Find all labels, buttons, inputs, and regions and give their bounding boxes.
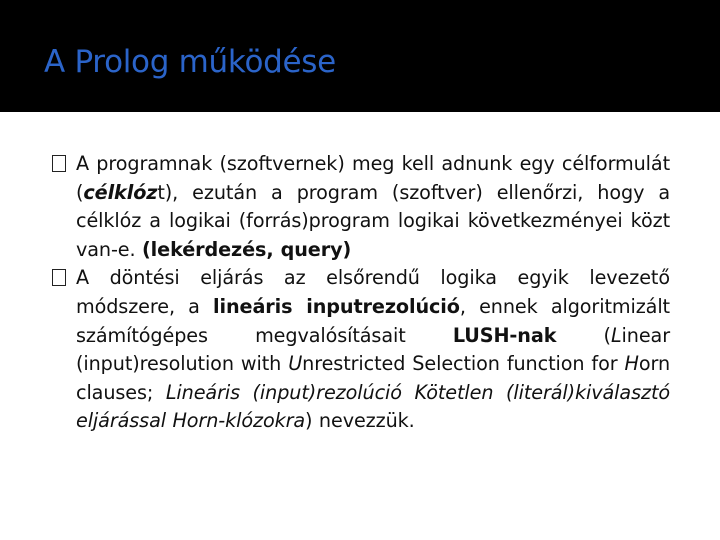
bullet-square-icon xyxy=(52,269,66,286)
bullet-2-text-g: ) nevezzük. xyxy=(305,409,415,433)
title-bar xyxy=(0,0,720,112)
bullet-2-text-b: , ennek algoritmizált számítógépes megvalósításait xyxy=(76,294,670,347)
bullet-item-2 xyxy=(52,264,670,436)
bullet-2-text-c: ( xyxy=(556,323,611,347)
bullet-2-text-e: nrestricted Selection function for xyxy=(302,352,625,376)
bullet-square-icon xyxy=(52,155,66,172)
slide-title: A Prolog működése xyxy=(44,44,336,80)
bullet-2-text-d: inear (input)resolution with xyxy=(76,323,670,376)
bullet-2-text-f: orn clauses; xyxy=(76,352,671,404)
bullet-2-term-linearis: lineáris inputrezolúció xyxy=(213,294,460,318)
bullet-2-text-a: A döntési eljárás az elsőrendű logika egyik levezető módszere, a xyxy=(76,266,670,318)
bullet-1-text-a: A programnak (szoftvernek) meg kell adnunk egy célformulát ( xyxy=(76,152,670,204)
bullet-item-1 xyxy=(52,150,670,264)
slide-content xyxy=(52,150,670,436)
bullet-1-term-celkloz: célklóz xyxy=(83,180,158,204)
bullet-1-text-b: t), ezután a program (szoftver) ellenőrzi, hogy a célklóz a logikai (forrás)program logikai következményei közt van-e. xyxy=(76,180,670,261)
bullet-1-term-query: (lekérdezés, query) xyxy=(142,237,352,261)
bullet-2-letter-u: U xyxy=(288,352,303,376)
bullet-2-letter-l: L xyxy=(610,323,622,347)
bullet-2-term-lush: LUSH-nak xyxy=(452,323,557,347)
bullet-2-hungarian-expansion: Lineáris (input)rezolúció Kötetlen (literál)kiválasztó eljárással Horn-klózokra xyxy=(76,380,671,433)
bullet-2-letter-h: H xyxy=(624,352,639,376)
